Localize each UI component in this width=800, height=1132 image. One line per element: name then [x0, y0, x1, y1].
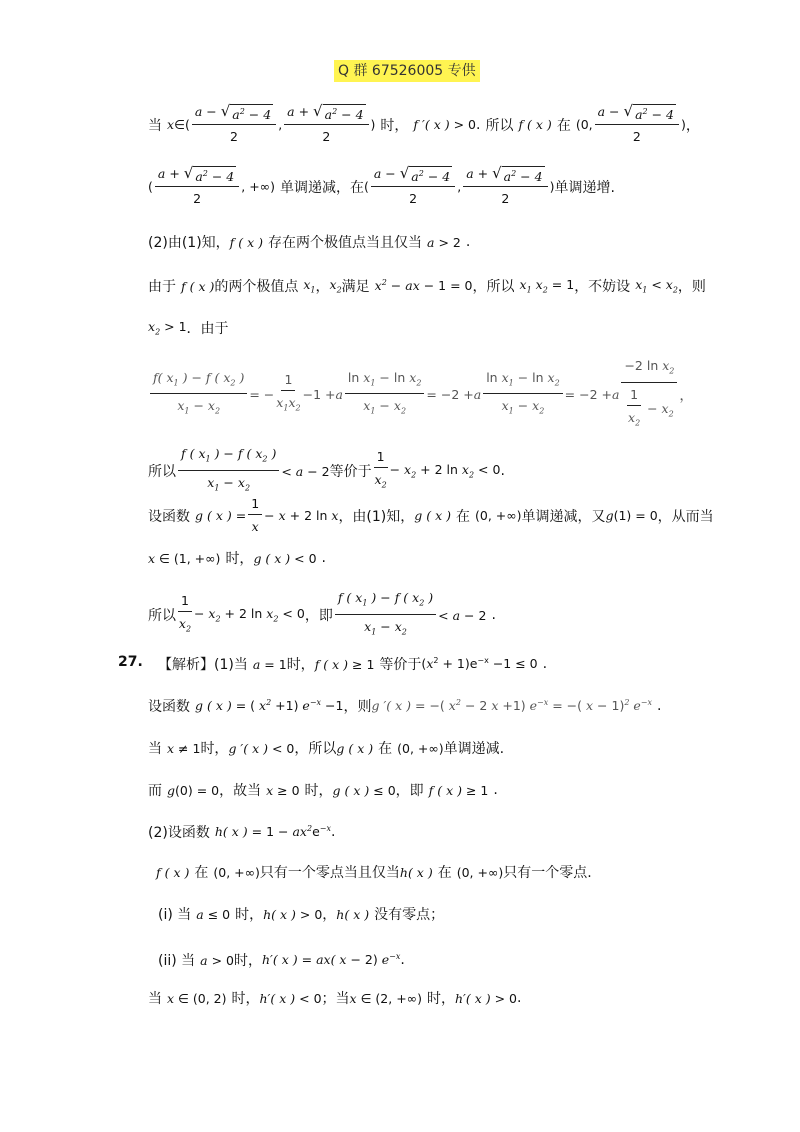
line-10: 所以 $\frac{1}{x_2}$ − $x_2 + 2$ $\ln x_2 < 0$ ，即 $\frac{f ( x_1 ) - f ( x_2 )}{x_1 - x_2}$ < a − 2 .: [148, 590, 496, 636]
line-19: 当 x ∈ (0, 2) 时， h′( x ) < 0 ；当 x ∈ (2, +∞) 时， h′( x ) > 0 .: [148, 990, 522, 1007]
line-15: (2)设函数 h( x ) = $1 - ax^2e^{-x}$ .: [148, 824, 336, 841]
line-4: 由于 f ( x ) 的两个极值点 $x_1$ ， $x_2$ 满足 $x^2$ − ax − 1 = 0 ，所以 $x_1$ $x_2 = 1$ ，不妨设 $x_1 < x_2$ ，则: [148, 277, 706, 295]
line-5: $x_2 > 1$ ．由于: [148, 319, 229, 337]
line-12: 设函数 g ( x ) = ( $x^2 +1$) $e^{-x} -1$ ，则 g ′( x ) = −( $x^2 - 2$ x +1) $e^{-x}$ = −( x − 1)$^2$ $e^{-x}$ .: [148, 698, 662, 715]
line-16: f ( x ) 在 (0, +∞) 只有一个零点当且仅当 h( x ) 在 (0, +∞) 只有一个零点.: [156, 864, 592, 881]
line-2: ( a + √ $a^2 - 4$ 2 , +∞) 单调递减，在 ( a − √ $a^2 - 4$ 2 , a + √ $a^2 - 4$ 2 ) 单调递增.: [148, 164, 615, 207]
header-label: Q 群 67526005 专供: [334, 60, 480, 82]
fraction: a + √ $a^2 - 4$ 2: [284, 104, 368, 145]
line-13: 当 x ≠ 1 时， g ′( x ) < 0 ，所以 g ( x ) 在 (0, +∞) 单调递减.: [148, 740, 505, 757]
fraction: a − √ $a^2 - 4$ 2: [595, 104, 679, 145]
line-1: 当 x ∈( a − √ $a^2 - 4$ 2 , a + √ $a^2 - 4$ 2 ) 时， f ′( x ) > 0 . 所以 f ( x ) 在 (0, a − √ $a^2 - 4$ 2 ) ，: [148, 102, 700, 145]
line-14: 而 g(0) = 0 ，故当 x ≥ 0 时， g ( x ) ≤ 0 ，即 f ( x ) ≥ 1 .: [148, 782, 498, 799]
math: x: [167, 117, 175, 133]
line-8: 设函数 g ( x ) = $\frac{1}{x}$ − x + 2 ln x ，由(1)知， g ( x ) 在 (0, +∞) 单调递减，又 g(1) = 0 ，从而当: [148, 496, 714, 534]
line-11: 【解析】(1)当 a = 1 时， f ( x ) ≥ 1 等价于 $(x^2 + 1)e^{-x} -1 \le 0$ .: [158, 656, 548, 673]
line-3: (2)由(1)知， f ( x ) 存在两个极值点当且仅当 a > 2 .: [148, 234, 471, 251]
line-9: x ∈ (1, +∞) 时， g ( x ) < 0 .: [148, 550, 326, 567]
problem-number: 27.: [118, 654, 143, 670]
line-18: (ii) 当 a > 0 时， h′( x ) = ax( x − 2) $e^{-x}$ .: [158, 952, 405, 969]
fraction: a − √ $a^2 - 4$ 2: [371, 166, 455, 207]
line-17: (i) 当 a ≤ 0 时， h( x ) > 0 ， h( x ) 没有零点；: [158, 906, 445, 923]
line-7: 所以 $\frac{f ( x_1 ) - f ( x_2 )}{x_1 - x_2}$ < a − 2 等价于 $\frac{1}{x_2}$ − $x_2 + 2$ $\ln x_2 < 0$ .: [148, 446, 505, 492]
equation-difference-quotient: $\frac{f( x_1 ) - f ( x_2 )}{x_1 - x_2}$ = − $\frac{1}{x_1x_2}$ −1 + a $\frac{\ln x_1 - \ln x_2}{x_1 - x_2}$ = −2 + a $\frac{\ln x_1 - \ln x_2}{x_1 - x_2}$ = −2 + a −2 $\ln x_2$ $\frac{1}{x_2}$ − $x_2$ ，: [148, 358, 693, 431]
fraction: a − √ $a^2 - 4$ 2: [192, 104, 276, 145]
fraction: a + √ $a^2 - 4$ 2: [155, 166, 239, 207]
fraction: a + √ $a^2 - 4$ 2: [463, 166, 547, 207]
